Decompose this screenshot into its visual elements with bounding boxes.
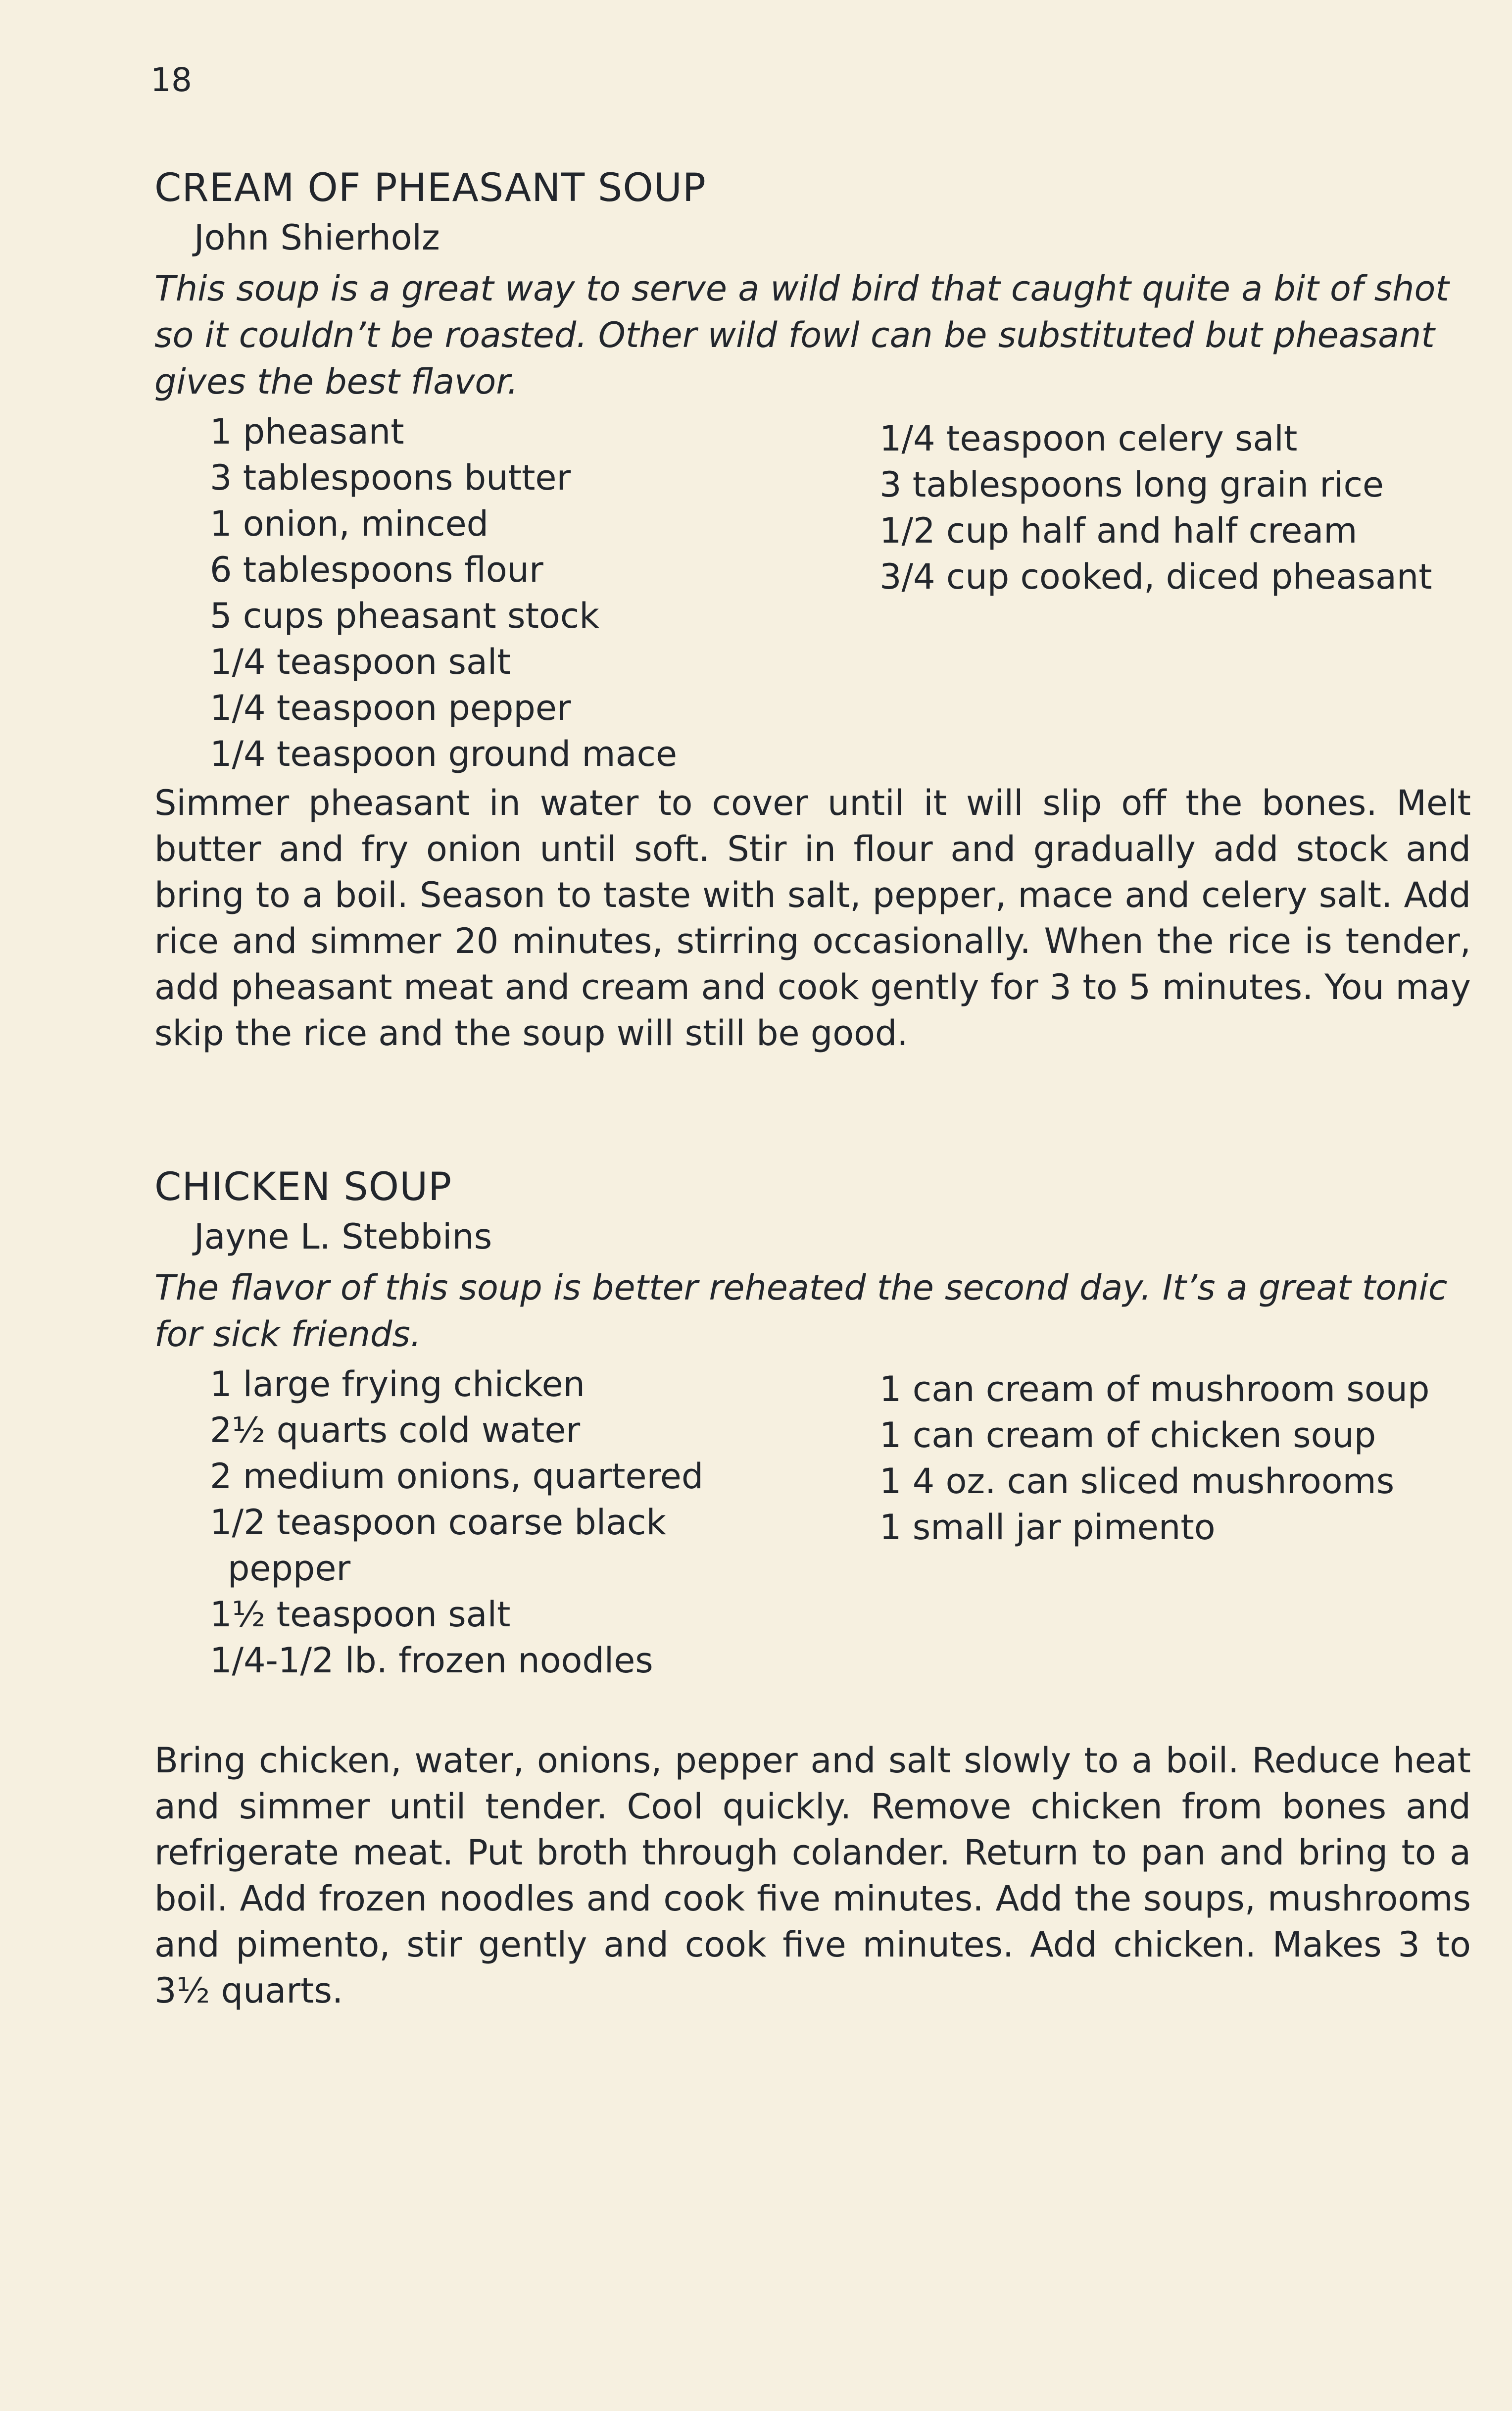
ingredient-item: 3 tablespoons butter	[210, 457, 571, 498]
recipe-chicken-soup	[154, 1162, 1471, 2014]
page-number: 18	[150, 61, 192, 99]
ingredient-item: 1 onion, minced	[210, 503, 489, 544]
ingredient-item: 1 can cream of mushroom soup	[879, 1369, 1430, 1409]
recipe-intro: This soup is a great way to serve a wild bird that caught quite a bit of shot so it couldn’t be roasted. Other wild fowl can be substituted but pheasant gives the best flavor.	[154, 268, 1449, 402]
ingredient-item: 3 tablespoons long grain rice	[879, 464, 1384, 505]
ingredient-item: 1/2 cup half and half cream	[879, 510, 1358, 551]
ingredient-item: 1½ teaspoon salt	[210, 1594, 511, 1635]
ingredient-item: 1 can cream of chicken soup	[879, 1415, 1376, 1456]
ingredient-item: 1 4 oz. can sliced mushrooms	[879, 1461, 1395, 1502]
recipe-directions: Simmer pheasant in water to cover until it will slip off the bones. Melt butter and fry onion until soft. Stir in flour and gradually add stock and bring to a boil. Season to taste with salt, pepper, mace and celery salt. Add rice and simmer 20 minutes, stirring occasionally. When the rice is tender, add pheasant meat and cream and cook gently for 3 to 5 minutes. You may skip the rice and the soup will still be good.	[154, 783, 1471, 1054]
ingredient-list	[154, 409, 1471, 780]
recipe-title: CHICKEN SOUP	[154, 1165, 452, 1209]
recipe-title: CREAM OF PHEASANT SOUP	[154, 166, 706, 210]
ingredient-item: 3/4 cup cooked, diced pheasant	[879, 556, 1432, 597]
ingredient-column-right	[879, 1366, 1463, 1551]
ingredient-item: 1/2 teaspoon coarse black pepper	[210, 1502, 667, 1589]
ingredient-item: 1/4-1/2 lb. frozen noodles	[210, 1640, 653, 1681]
ingredient-item: 1 small jar pimento	[879, 1507, 1216, 1548]
ingredient-column-right	[879, 416, 1463, 600]
ingredient-column-left	[210, 409, 794, 777]
recipe-cream-of-pheasant-soup	[154, 163, 1471, 1056]
recipe-author: Jayne L. Stebbins	[194, 1216, 492, 1257]
ingredient-item: 1/4 teaspoon salt	[210, 642, 511, 682]
ingredient-item: 2½ quarts cold water	[210, 1410, 581, 1451]
recipe-intro: The flavor of this soup is better reheated the second day. It’s a great tonic for sick friends.	[154, 1267, 1448, 1355]
ingredient-item: 1 large frying chicken	[210, 1364, 585, 1405]
ingredient-list	[154, 1361, 1471, 1738]
ingredient-item: 5 cups pheasant stock	[210, 596, 599, 636]
ingredient-item: 2 medium onions, quartered	[210, 1456, 704, 1497]
ingredient-item: 1/4 teaspoon celery salt	[879, 418, 1298, 459]
ingredient-item: 1 pheasant	[210, 411, 404, 452]
recipe-directions: Bring chicken, water, onions, pepper and salt slowly to a boil. Reduce heat and simmer until tender. Cool quickly. Remove chicken from bones and refrigerate meat. Put broth through colander. Return to pan and bring to a boil. Add frozen noodles and cook five minutes. Add the soups, mushrooms and pimento, stir gently and cook five minutes. Add chicken. Makes 3 to 3½ quarts.	[154, 1740, 1471, 2011]
ingredient-item: 1/4 teaspoon pepper	[210, 688, 571, 728]
ingredient-column-left	[210, 1361, 794, 1684]
ingredient-item: 1/4 teaspoon ground mace	[210, 734, 678, 774]
ingredient-item: 6 tablespoons flour	[210, 550, 543, 590]
recipe-author: John Shierholz	[194, 217, 440, 258]
